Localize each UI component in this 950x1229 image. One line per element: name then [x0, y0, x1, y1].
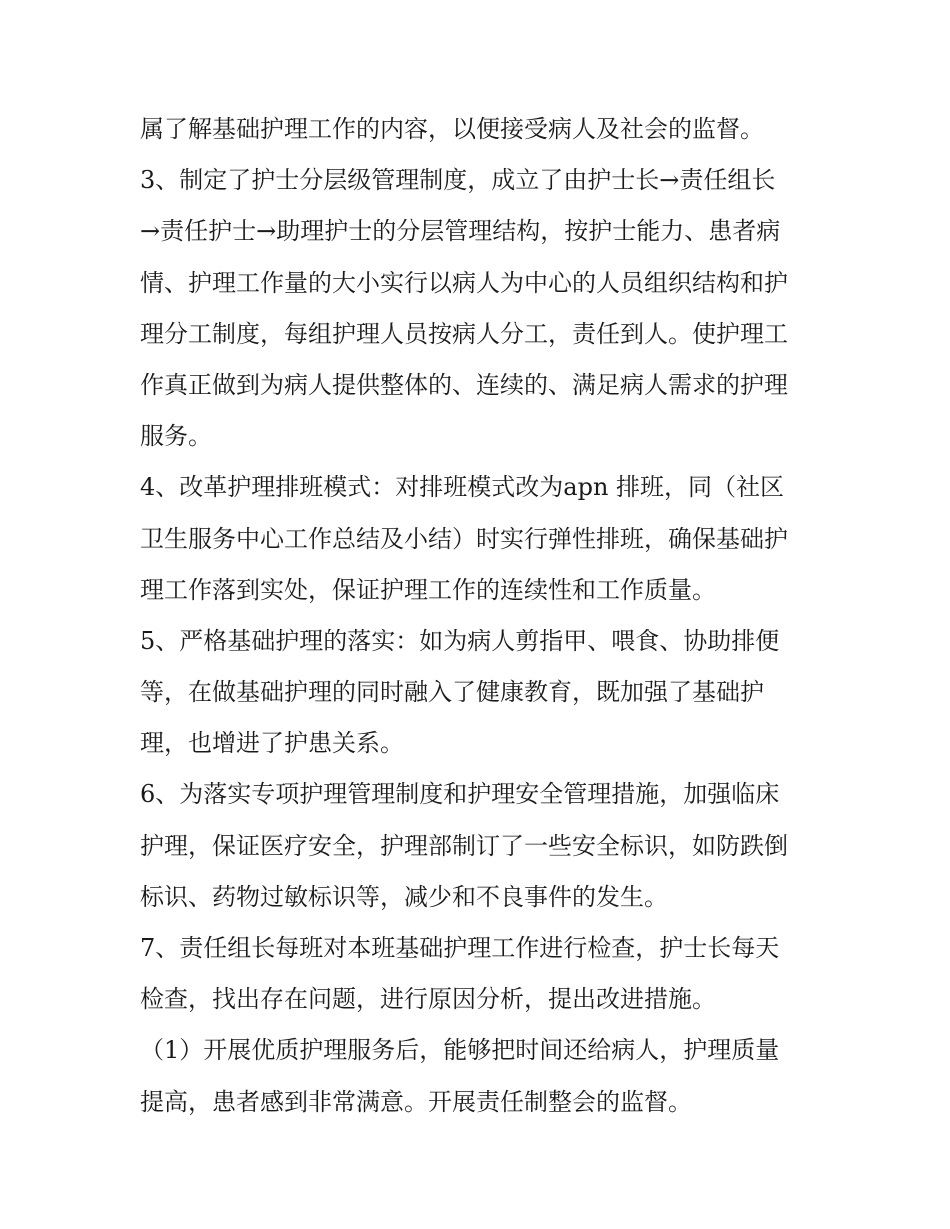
text-line: 理，也增进了护患关系。: [140, 729, 404, 758]
text-line: 7、责任组长每班对本班基础护理工作进行检查，护士长每天: [140, 934, 780, 962]
text-line: 服务。: [140, 422, 212, 451]
text-line: 4、改革护理排班模式：对排班模式改为apn 排班，同（社区: [140, 473, 785, 502]
text-line: 卫生服务中心工作总结及小结）时实行弹性排班，确保基础护: [140, 524, 788, 553]
text-line: →责任护士→助理护士的分层管理结构，按护士能力、患者病: [140, 217, 781, 246]
text-line: 理工作落到实处，保证护理工作的连续性和工作质量。: [140, 575, 716, 604]
document-body: [140, 104, 830, 1128]
text-line: 检查，找出存在问题，进行原因分析，提出改进措施。: [140, 985, 716, 1014]
text-line: 理分工制度，每组护理人员按病人分工，责任到人。使护理工: [140, 319, 788, 348]
text-line: 作真正做到为病人提供整体的、连续的、满足病人需求的护理: [140, 370, 788, 399]
text-line: 等，在做基础护理的同时融入了健康教育，既加强了基础护: [140, 678, 764, 707]
text-line: 标识、药物过敏标识等，减少和不良事件的发生。: [140, 882, 668, 911]
text-line: 情、护理工作量的大小实行以病人为中心的人员组织结构和护: [140, 268, 788, 297]
text-line: 属了解基础护理工作的内容，以便接受病人及社会的监督。: [140, 115, 764, 143]
text-line: （1）开展优质护理服务后，能够把时间还给病人，护理质量: [140, 1036, 780, 1065]
text-line: 护理，保证医疗安全，护理部制订了一些安全标识，如防跌倒: [140, 831, 788, 860]
text-line: 3、制定了护士分层级管理制度，成立了由护士长→责任组长: [140, 166, 776, 195]
text-line: 6、为落实专项护理管理制度和护理安全管理措施，加强临床: [140, 780, 780, 809]
text-line: 提高，患者感到非常满意。开展责任制整会的监督。: [140, 1087, 692, 1116]
text-line: 5、严格基础护理的落实：如为病人剪指甲、喂食、协助排便: [140, 626, 780, 655]
